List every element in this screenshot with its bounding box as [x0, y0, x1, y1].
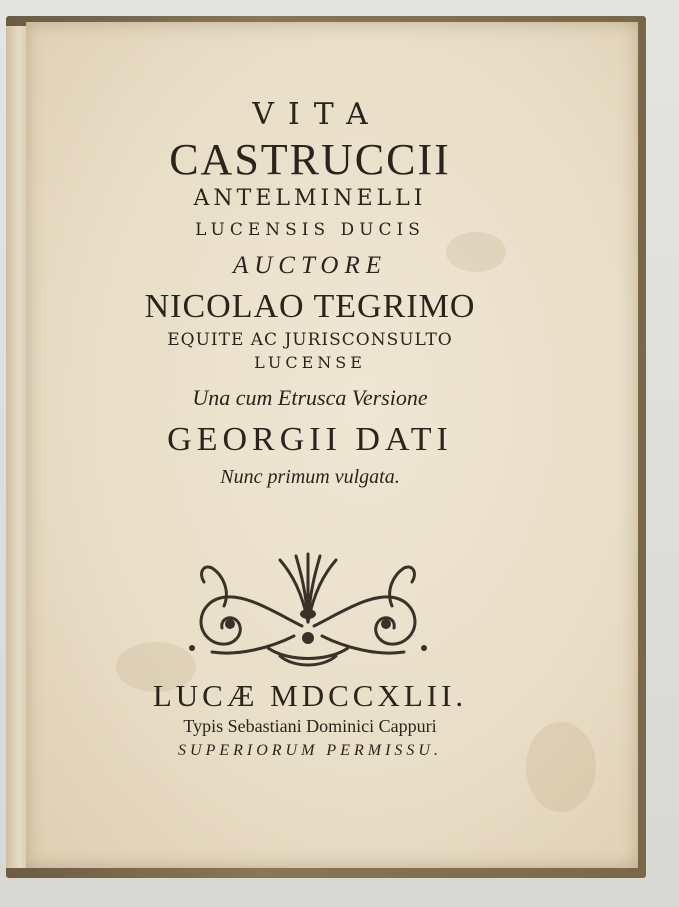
- title-castruccii: CASTRUCCII: [169, 135, 451, 184]
- imprint-permission: SUPERIORUM PERMISSU.: [178, 742, 442, 759]
- title-lucensis-ducis: LUCENSIS DUCIS: [195, 220, 425, 240]
- title-antelminelli: ANTELMINELLI: [193, 186, 427, 211]
- author-origin: LUCENSE: [254, 353, 366, 372]
- floral-printers-ornament-icon: [184, 552, 432, 670]
- imprint-place-date: LUCÆ MDCCXLII.: [152, 678, 468, 713]
- title-block: [60, 97, 560, 488]
- imprint-printer: Typis Sebastiani Dominici Cappuri: [183, 716, 437, 736]
- translator-name: GEORGII DATI: [167, 421, 453, 458]
- author-name: NICOLAO TEGRIMO: [144, 288, 476, 325]
- edition-note: Nunc primum vulgata.: [220, 466, 400, 488]
- imprint-block: [60, 680, 560, 759]
- translation-note: Una cum Etrusca Versione: [192, 385, 428, 410]
- auctore-label: AUCTORE: [232, 252, 388, 279]
- title-vita: VITA: [252, 97, 382, 132]
- author-title: EQUITE AC JURISCONSULTO: [167, 330, 453, 350]
